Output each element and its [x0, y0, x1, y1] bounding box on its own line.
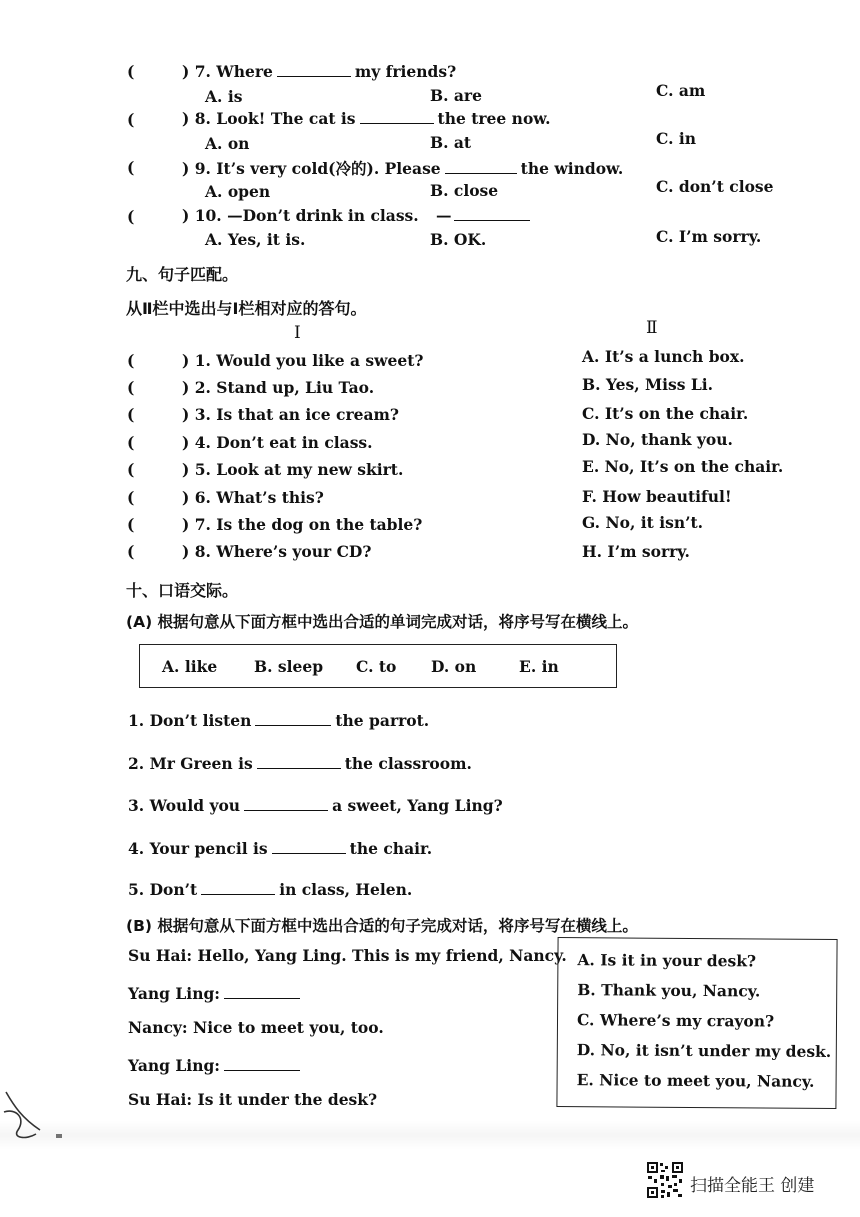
dialogue-line: Nancy: Nice to meet you, too. — [128, 1018, 384, 1037]
dialogue-line: Su Hai: Is it under the desk? — [128, 1090, 378, 1109]
answer-blank[interactable] — [224, 997, 300, 999]
answer-blank[interactable] — [277, 75, 351, 77]
option-b: B. at — [430, 133, 472, 152]
word-option: C. to — [356, 657, 397, 676]
option-b: B. are — [430, 86, 482, 105]
dialogue-line: Yang Ling: — [128, 1056, 304, 1075]
sentence-option: E. Nice to meet you, Nancy. — [576, 1070, 815, 1091]
word-bank-box — [139, 644, 617, 688]
answer-blank[interactable] — [454, 219, 530, 221]
answer-blank[interactable] — [255, 724, 331, 726]
match-answer: B. Yes, Miss Li. — [582, 375, 714, 394]
option-a: A. Yes, it is. — [205, 230, 306, 249]
column-2-header: Ⅱ — [646, 318, 658, 338]
word-option: E. in — [519, 657, 559, 676]
fill-item: 5. Don’t in class, Helen. — [128, 880, 413, 899]
answer-blank[interactable] — [201, 893, 275, 895]
dialogue-line: Su Hai: Hello, Yang Ling. This is my friend, Nancy. — [128, 946, 567, 965]
answer-paren[interactable]: ( — [127, 515, 135, 534]
fill-item: 4. Your pencil is the chair. — [128, 839, 433, 858]
reply-dash: — — [436, 206, 534, 225]
answer-paren[interactable]: ( — [127, 542, 135, 561]
option-b: B. close — [430, 181, 499, 200]
answer-paren[interactable]: ( — [127, 405, 135, 424]
option-c: C. I’m sorry. — [656, 227, 762, 246]
answer-paren: ( — [127, 158, 135, 177]
match-item: ) 8. Where’s your CD? — [182, 542, 372, 561]
option-b: B. OK. — [430, 230, 487, 249]
column-1-header: Ⅰ — [294, 323, 301, 343]
question-text: ) 10. —Don’t drink in class. — [182, 206, 419, 225]
answer-blank[interactable] — [360, 122, 434, 124]
match-item: ) 3. Is that an ice cream? — [182, 405, 399, 424]
sentence-option: D. No, it isn’t under my desk. — [576, 1040, 832, 1061]
question-text: ) 9. It’s very cold(冷的). Please the window. — [182, 159, 624, 178]
answer-paren[interactable]: ( — [127, 351, 135, 370]
section-10-title: 十、口语交际。 — [126, 581, 239, 600]
answer-paren[interactable]: ( — [127, 488, 135, 507]
answer-blank[interactable] — [445, 172, 517, 174]
match-item: ) 1. Would you like a sweet? — [182, 351, 424, 370]
match-item: ) 4. Don’t eat in class. — [182, 433, 373, 452]
sentence-bank-box — [556, 937, 837, 1109]
scan-shadow — [0, 1120, 860, 1150]
answer-paren: ( — [127, 62, 135, 81]
sentence-option: C. Where’s my crayon? — [576, 1010, 775, 1031]
answer-paren[interactable]: ( — [127, 433, 135, 452]
section-10a-instruction: (A) 根据句意从下面方框中选出合适的单词完成对话，将序号写在横线上。 — [126, 613, 639, 631]
answer-paren: ( — [127, 207, 135, 226]
word-option: B. sleep — [254, 657, 324, 676]
match-answer: H. I’m sorry. — [582, 542, 690, 561]
sentence-option: B. Thank you, Nancy. — [577, 980, 761, 1001]
match-answer: G. No, it isn’t. — [582, 513, 704, 532]
section-9-instruction: 从Ⅱ栏中选出与Ⅰ栏相对应的答句。 — [126, 299, 367, 318]
match-answer: F. How beautiful! — [582, 487, 732, 506]
scanner-watermark: 扫描全能王 创建 — [690, 1176, 815, 1196]
match-answer: C. It’s on the chair. — [582, 404, 749, 423]
match-item: ) 6. What’s this? — [182, 488, 324, 507]
answer-paren: ( — [127, 110, 135, 129]
match-answer: D. No, thank you. — [582, 430, 733, 449]
qr-code-icon — [646, 1161, 684, 1199]
fill-item: 3. Would you a sweet, Yang Ling? — [128, 796, 503, 815]
answer-paren[interactable]: ( — [127, 460, 135, 479]
answer-blank[interactable] — [272, 852, 346, 854]
question-text: ) 7. Where my friends? — [182, 62, 457, 81]
match-answer: A. It’s a lunch box. — [582, 347, 745, 366]
dialogue-line: Yang Ling: — [128, 984, 304, 1003]
word-option: A. like — [162, 657, 218, 676]
option-a: A. open — [205, 182, 271, 201]
answer-blank[interactable] — [244, 809, 328, 811]
sentence-option: A. Is it in your desk? — [577, 950, 757, 971]
answer-paren[interactable]: ( — [127, 378, 135, 397]
option-c: C. don’t close — [656, 177, 774, 196]
answer-blank[interactable] — [257, 767, 341, 769]
match-item: ) 7. Is the dog on the table? — [182, 515, 423, 534]
section-9-title: 九、句子匹配。 — [126, 265, 239, 284]
match-item: ) 2. Stand up, Liu Tao. — [182, 378, 375, 397]
option-c: C. am — [656, 81, 706, 100]
fill-item: 1. Don’t listen the parrot. — [128, 711, 430, 730]
option-a: A. on — [205, 134, 250, 153]
section-10b-instruction: (B) 根据句意从下面方框中选出合适的句子完成对话，将序号写在横线上。 — [126, 917, 638, 935]
word-option: D. on — [431, 657, 477, 676]
match-answer: E. No, It’s on the chair. — [582, 457, 784, 476]
answer-blank[interactable] — [224, 1069, 300, 1071]
option-a: A. is — [205, 87, 243, 106]
question-text: ) 8. Look! The cat is the tree now. — [182, 109, 551, 128]
fill-item: 2. Mr Green is the classroom. — [128, 754, 472, 773]
option-c: C. in — [656, 129, 697, 148]
match-item: ) 5. Look at my new skirt. — [182, 460, 404, 479]
